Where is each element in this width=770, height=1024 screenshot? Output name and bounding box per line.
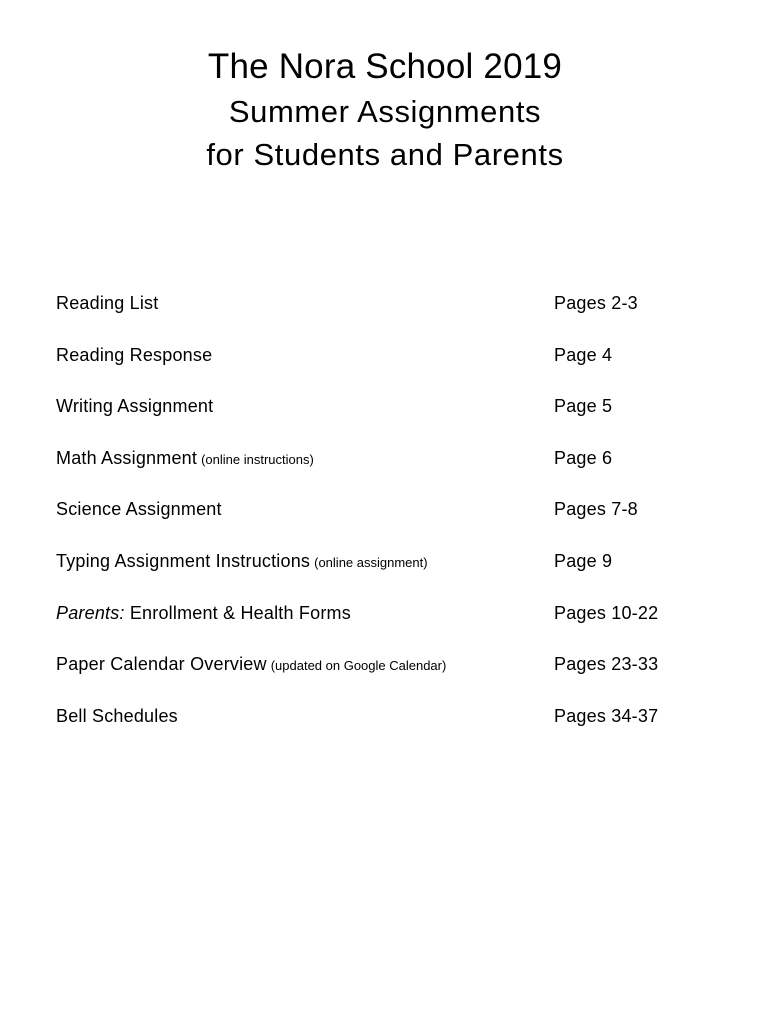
toc-label: Parents: Enrollment & Health Forms (56, 602, 351, 623)
document-title: The Nora School 2019 (207, 47, 563, 86)
toc-pages: Pages 23-33 (554, 654, 659, 675)
toc-label: Reading Response (56, 344, 213, 365)
toc-row-reading-response (56, 342, 736, 394)
toc-pages: Pages 34-37 (554, 705, 659, 726)
toc-pages: Page 5 (554, 396, 613, 417)
toc-label: Paper Calendar Overview (updated on Google Calendar) (56, 654, 447, 675)
toc-pages: Page 4 (554, 344, 613, 365)
table-of-contents (56, 290, 736, 754)
toc-row-science-assignment (56, 496, 736, 548)
toc-row-paper-calendar (56, 651, 736, 703)
toc-pages: Page 6 (554, 447, 613, 468)
toc-row-bell-schedules (56, 703, 736, 755)
toc-label: Math Assignment (online instructions) (56, 447, 314, 468)
toc-row-writing-assignment (56, 393, 736, 445)
toc-row-enrollment-forms (56, 600, 736, 652)
toc-note: (updated on Google Calendar) (270, 658, 447, 674)
toc-row-math-assignment (56, 445, 736, 497)
subtitle-line-1: Summer Assignments (228, 94, 542, 129)
toc-pages: Page 9 (554, 550, 613, 571)
toc-pages: Pages 7-8 (554, 499, 638, 520)
toc-label: Typing Assignment Instructions (online assignment) (56, 550, 428, 571)
document-header (0, 44, 770, 176)
toc-label: Writing Assignment (56, 396, 214, 417)
toc-note: (online assignment) (314, 554, 428, 570)
toc-label: Bell Schedules (56, 705, 178, 726)
subtitle-line-2: for Students and Parents (206, 137, 564, 172)
toc-prefix: Parents: (56, 602, 125, 623)
toc-pages: Pages 2-3 (554, 293, 638, 313)
toc-note: (online instructions) (201, 451, 314, 467)
toc-label: Reading List (56, 293, 159, 313)
toc-row-reading-list (56, 290, 736, 342)
toc-row-typing-assignment (56, 548, 736, 600)
toc-label: Science Assignment (56, 499, 222, 520)
toc-pages: Pages 10-22 (554, 602, 659, 623)
